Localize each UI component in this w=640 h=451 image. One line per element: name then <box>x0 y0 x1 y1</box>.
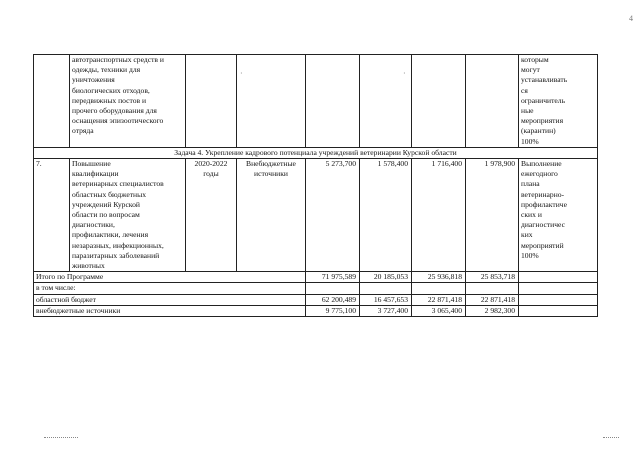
result-line: плана <box>521 179 540 189</box>
cell-number-empty <box>34 55 70 148</box>
activity-line: биологических отходов, <box>72 85 150 95</box>
summary-total: 71 975,589 <box>306 272 360 283</box>
summary-2020: 20 185,053 <box>360 272 412 283</box>
scan-artifact-right <box>603 437 619 438</box>
summary-total: 62 200,489 <box>306 294 360 305</box>
summary-2020: 16 457,653 <box>360 294 412 305</box>
scan-artifact-left <box>44 437 78 438</box>
summary-2021: 22 871,418 <box>412 294 466 305</box>
summary-2020: 3 727,400 <box>360 305 412 316</box>
row-2021: 1 716,400 <box>412 159 466 272</box>
scan-mark-dot: · <box>240 69 243 78</box>
source-line: Внебюджетные <box>246 159 296 169</box>
cell-result-cont <box>519 55 598 148</box>
scan-mark-dot-2: · <box>403 69 406 78</box>
row-years <box>186 159 237 272</box>
result-line: ся <box>521 85 528 95</box>
result-line: (карантин) <box>521 126 556 136</box>
activity-line: прочего оборудования для <box>72 106 157 116</box>
summary-label: областной бюджет <box>34 294 306 305</box>
result-line: ских и <box>521 210 542 220</box>
result-line: 100% <box>521 136 539 146</box>
years-line: годы <box>203 169 219 179</box>
activity-line: профилактики, лечения <box>72 230 149 240</box>
activity-line: диагностики, <box>72 220 115 230</box>
source-line: источники <box>254 169 288 179</box>
activity-line: квалификации <box>72 169 119 179</box>
result-line: профилактиче <box>521 199 567 209</box>
program-table <box>33 54 598 317</box>
cell-2020-empty <box>360 55 412 148</box>
summary-row-regional <box>34 294 598 305</box>
summary-2022: 2 982,300 <box>466 305 519 316</box>
activity-line: незаразных, инфекционных, <box>72 240 164 250</box>
result-line: мероприятий <box>521 240 564 250</box>
summary-row-total <box>34 272 598 283</box>
row-activity <box>70 159 186 272</box>
activity-line: Повышение <box>72 159 111 169</box>
task-header-row <box>34 147 598 158</box>
result-line: Выполнение <box>521 159 562 169</box>
row-result <box>519 159 598 272</box>
summary-result-empty <box>519 305 598 316</box>
activity-line: оснащения эпизоотического <box>72 116 164 126</box>
row-source <box>237 159 306 272</box>
scan-mark-top-right: 4 <box>629 14 633 23</box>
summary-2020 <box>360 283 412 294</box>
cell-activity-cont <box>70 55 186 148</box>
activity-line: ветеринарных специалистов <box>72 179 164 189</box>
activity-line: паразитарных заболеваний <box>72 250 160 260</box>
activity-line: автотранспортных средств и <box>72 55 164 64</box>
activity-line: животных <box>72 261 105 271</box>
result-line: которым <box>521 55 549 64</box>
activity-line: отряда <box>72 126 94 136</box>
result-line: ные <box>521 106 534 116</box>
cell-total-empty <box>306 55 360 148</box>
summary-2021: 3 065,400 <box>412 305 466 316</box>
result-line: ограничитель <box>521 95 566 105</box>
row-2022: 1 978,900 <box>466 159 519 272</box>
table-row <box>34 159 598 272</box>
activity-line: областных бюджетных <box>72 189 146 199</box>
result-line: устанавливать <box>521 75 568 85</box>
cell-years-empty <box>186 55 237 148</box>
summary-result-empty <box>519 283 598 294</box>
task-title: Задача 4. Укрепление кадрового потенциала учреждений ветеринарии Курской области <box>34 147 598 158</box>
summary-total: 9 775,100 <box>306 305 360 316</box>
row-number: 7. <box>34 159 70 272</box>
result-line: могут <box>521 65 540 75</box>
summary-row-extrabudget <box>34 305 598 316</box>
row-2020: 1 578,400 <box>360 159 412 272</box>
summary-2022: 25 853,718 <box>466 272 519 283</box>
summary-2022: 22 871,418 <box>466 294 519 305</box>
activity-line: уничтожения <box>72 75 115 85</box>
activity-line: учреждений Курской <box>72 199 140 209</box>
summary-2021: 25 936,818 <box>412 272 466 283</box>
row-total: 5 273,700 <box>306 159 360 272</box>
result-line: ветеринарно- <box>521 189 565 199</box>
summary-row-including <box>34 283 598 294</box>
cell-2021-empty <box>412 55 466 148</box>
summary-2021 <box>412 283 466 294</box>
result-line: 100% <box>521 250 539 260</box>
result-line: ких <box>521 230 533 240</box>
activity-line: передвижных постов и <box>72 95 147 105</box>
summary-label: внебюджетные источники <box>34 305 306 316</box>
result-line: диагностичес <box>521 220 565 230</box>
result-line: мероприятия <box>521 116 564 126</box>
result-line: ежегодного <box>521 169 558 179</box>
summary-label: в том числе: <box>34 283 306 294</box>
summary-total <box>306 283 360 294</box>
cell-2022-empty <box>466 55 519 148</box>
activity-line: одежды, техники для <box>72 65 141 75</box>
summary-2022 <box>466 283 519 294</box>
summary-label: Итого по Программе <box>34 272 306 283</box>
summary-result-empty <box>519 294 598 305</box>
activity-line: области по вопросам <box>72 210 140 220</box>
cell-source-empty <box>237 55 306 148</box>
years-line: 2020-2022 <box>194 159 228 169</box>
summary-result-empty <box>519 272 598 283</box>
continuation-row <box>34 55 598 148</box>
